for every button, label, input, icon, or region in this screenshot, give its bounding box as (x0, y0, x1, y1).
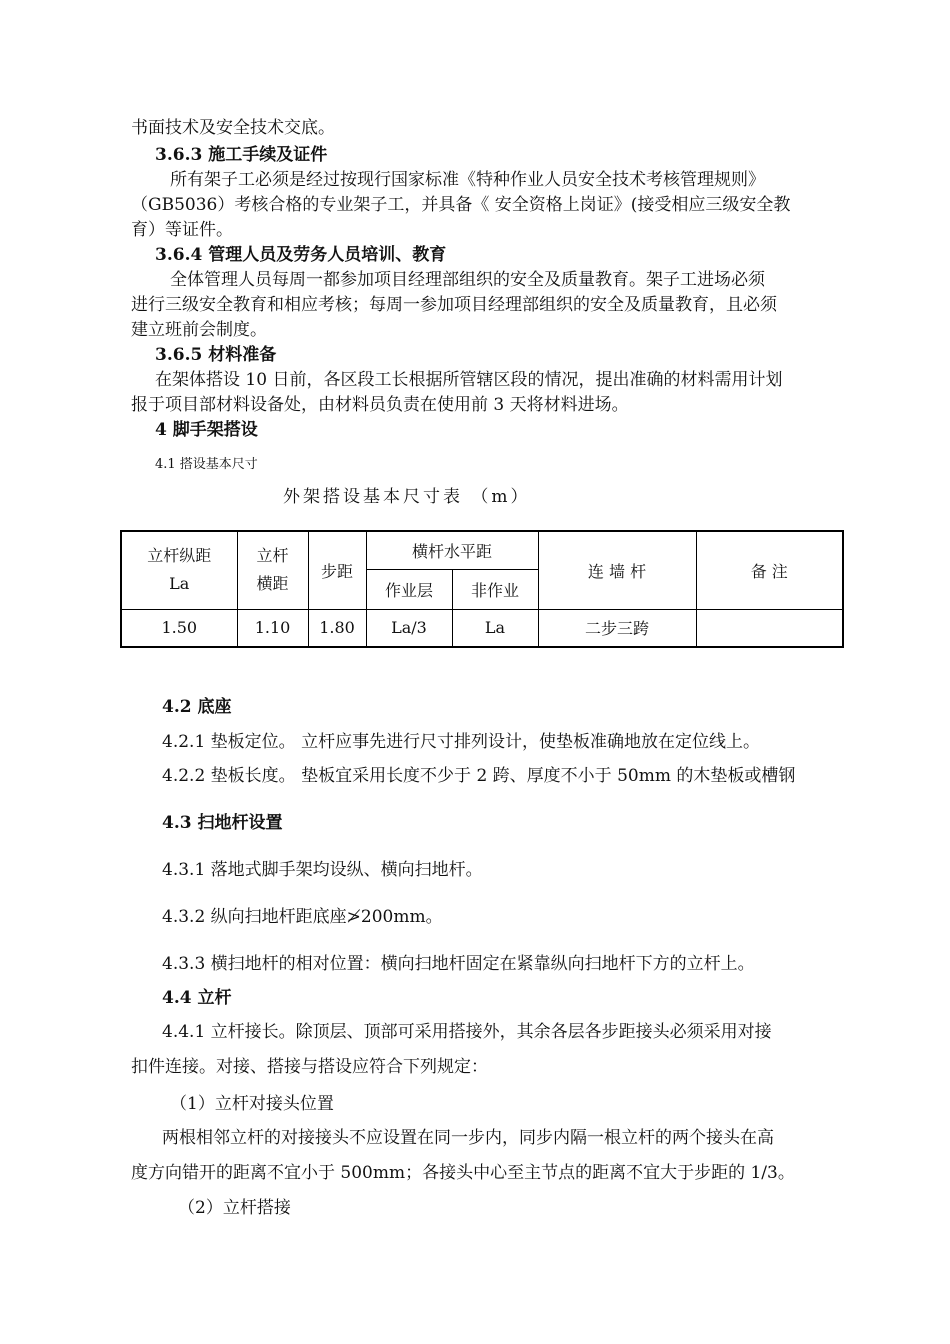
section-heading: 4.4 立杆 (162, 988, 232, 1008)
paragraph-line: 4.2.1 垫板定位。 立杆应事先进行尺寸排列设计，使垫板准确地放在定位线上。 (162, 732, 761, 752)
text-line: 书面技术及安全技术交底。 (131, 118, 335, 138)
header-cell: 步距 (308, 531, 366, 609)
section-heading: 4.3 扫地杆设置 (162, 813, 283, 833)
subsection-heading: 4.1 搭设基本尺寸 (155, 457, 258, 472)
section-heading: 4.2 底座 (162, 697, 232, 717)
header-cell: 连 墙 杆 (538, 531, 696, 609)
paragraph-line: 报于项目部材料设备处，由材料员负责在使用前 3 天将材料进场。 (131, 395, 629, 415)
table-cell: 1.10 (237, 609, 308, 647)
paragraph-line: 4.3.2 纵向扫地杆距底座≯200mm。 (162, 907, 443, 927)
section-heading: 3.6.4 管理人员及劳务人员培训、教育 (155, 245, 447, 265)
list-item: （1）立杆对接头位置 (170, 1094, 334, 1114)
paragraph-line: 全体管理人员每周一都参加项目经理部组织的安全及质量教育。架子工进场必须 (170, 270, 765, 290)
paragraph-line: 建立班前会制度。 (131, 320, 267, 340)
paragraph-line: 进行三级安全教育和相应考核；每周一参加项目经理部组织的安全及质量教育，且必须 (131, 295, 777, 315)
header-cell: 备 注 (696, 531, 843, 609)
table-cell: 1.50 (121, 609, 237, 647)
paragraph-line: 4.3.1 落地式脚手架均设纵、横向扫地杆。 (162, 860, 483, 880)
paragraph-line: 度方向错开的距离不宜小于 500mm；各接头中心至主节点的距离不宜大于步距的 1/3。 (131, 1163, 795, 1183)
table-cell: 二步三跨 (538, 609, 696, 647)
dimension-table (120, 530, 844, 648)
header-cell: 非作业 (452, 569, 538, 609)
table-cell: 1.80 (308, 609, 366, 647)
section-heading: 3.6.5 材料准备 (155, 345, 277, 365)
section-heading: 3.6.3 施工手续及证件 (155, 145, 328, 165)
paragraph-line: 4.4.1 立杆接长。除顶层、顶部可采用搭接外，其余各层各步距接头必须采用对接 (162, 1022, 772, 1042)
paragraph-line: 4.2.2 垫板长度。 垫板宜采用长度不少于 2 跨、厚度不小于 50mm 的木垫板或槽钢 (162, 766, 796, 786)
header-cell (121, 531, 237, 609)
paragraph-line: 在架体搭设 10 日前，各区段工长根据所管辖区段的情况，提出准确的材料需用计划 (155, 370, 783, 390)
header-cell: 横杆水平距 (366, 531, 538, 569)
paragraph-line: 两根相邻立杆的对接接头不应设置在同一步内，同步内隔一根立杆的两个接头在高 (162, 1128, 774, 1148)
header-text: 横距 (256, 574, 289, 594)
table-cell (696, 609, 843, 647)
header-text: La (169, 574, 190, 594)
paragraph-line: 扣件连接。对接、搭接与搭设应符合下列规定： (131, 1057, 488, 1077)
header-cell (237, 531, 308, 609)
paragraph-line: 育）等证件。 (131, 220, 233, 240)
paragraph-line: （GB5036）考核合格的专业架子工，并具备《 安全资格上岗证》(接受相应三级安全教 (131, 195, 791, 215)
paragraph-line: 所有架子工必须是经过按现行国家标准《特种作业人员安全技术考核管理规则》 (170, 170, 765, 190)
paragraph-line: 4.3.3 横扫地杆的相对位置：横向扫地杆固定在紧靠纵向扫地杆下方的立杆上。 (162, 954, 755, 974)
table-cell: La (452, 609, 538, 647)
table-cell: La/3 (366, 609, 452, 647)
table-title: 外架搭设基本尺寸表 （m） (283, 487, 531, 507)
header-cell: 作业层 (366, 569, 452, 609)
header-text: 立杆纵距 (147, 546, 212, 566)
section-heading: 4 脚手架搭设 (155, 420, 258, 440)
header-text: 立杆 (256, 546, 289, 566)
list-item: （2）立杆搭接 (178, 1198, 291, 1218)
